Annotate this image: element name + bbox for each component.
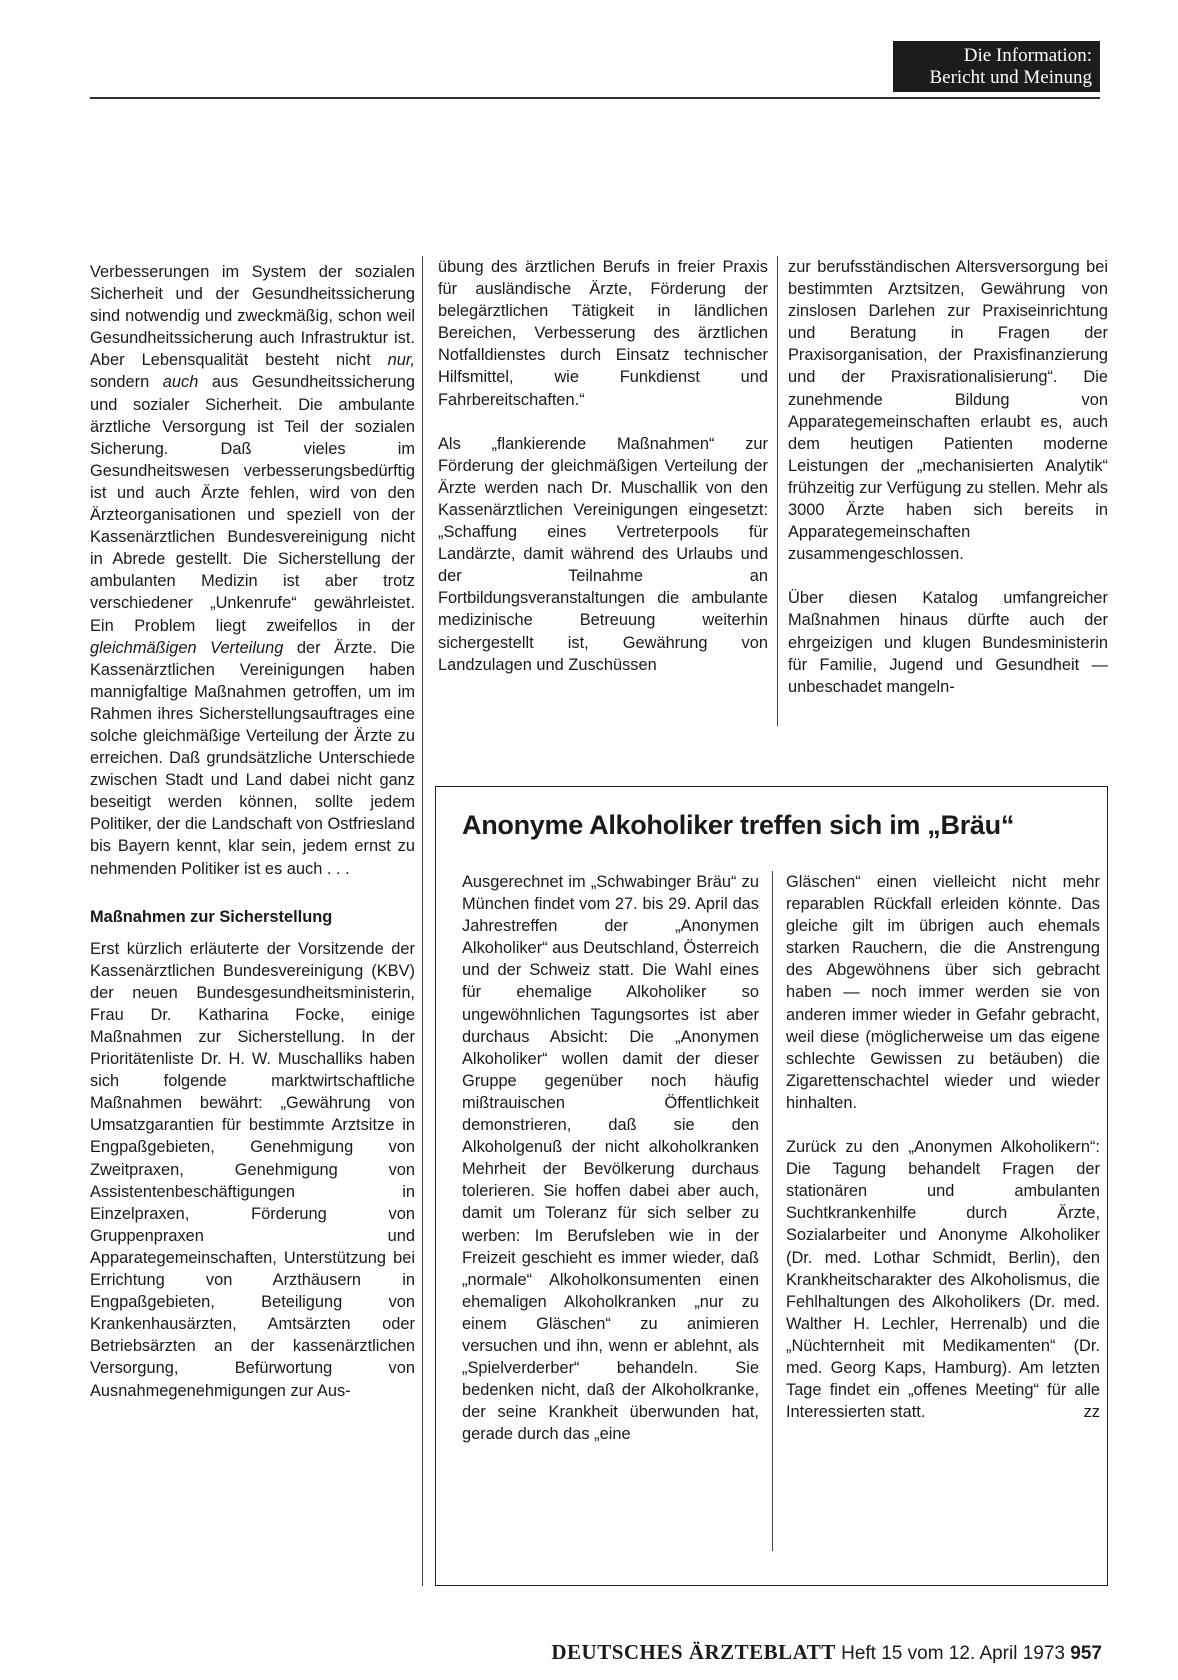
sidebar-paragraph: Zurück zu den „Anonymen Alkoholikern“: Die Tagung behandelt Fragen der stationären und ambulanten Suchtkrankenhilfe durch Ärzte, Sozialarbeiter und Anonyme Alkoholiker (Dr. med. Lothar Schmidt, Berlin), den Krankheitscharakter des Alkoholismus, die Fehlhaltungen des Alkoholikers (Dr. med. Walther H. Lechler, Herrenalb) und die „Nüchternheit mit Medikamenten“ (Dr. med. Georg Kaps, Hamburg). Am letzten Tage findet ein „offenes Meeting“ für alle Interessierten statt. zz (786, 1136, 1100, 1423)
sidebar-column-2 (786, 871, 1100, 1423)
issue-info: Heft 15 vom 12. April 1973 (841, 1643, 1066, 1664)
journal-name: DEUTSCHES ÄRZTEBLATT (551, 1640, 836, 1664)
column-divider (422, 256, 423, 1586)
sidebar-column-divider (772, 871, 773, 1551)
section-label (893, 41, 1100, 92)
sidebar-paragraph: Gläschen“ einen vielleicht nicht mehr reparablen Rückfall erleiden könnte. Das gleiche gilt im übrigen auch ehemals starken Rauchern, die die Anstrengung des Abgewöhnens über sich gebracht haben — noch immer werden sie von anderen immer wieder in Gefahr gebracht, weil diese (möglicherweise um das eigene schlechte Gewissen zu betäuben) die Zigarettenschachtel wieder und wieder hinhalten. (786, 873, 1100, 1112)
page-footer (490, 1640, 1102, 1665)
author-signature: zz (1083, 1403, 1100, 1422)
article-paragraph: Erst kürzlich erläuterte der Vorsitzende der Kassenärztlichen Bundesvereinigung (KBV) der neuen Bundesgesundheitsministerin, Frau Dr. Katharina Focke, einige Maßnahmen zur Sicherstellung. In der Prioritätenliste Dr. H. W. Muschalliks haben sich folgende marktwirtschaftliche Maßnahmen bewährt: „Gewährung von Umsatzgarantien für bestimmte Arztsitze in Engpaßgebieten, Genehmigung von Zweitpraxen, Genehmigung von Assistentenbeschäftigungen in Einzelpraxen, Förderung von Gruppenpraxen und Apparategemeinschaften, Unterstützung bei Errichtung von Arzthäusern in Engpaßgebieten, Beteiligung von Krankenhausärzten, Amtsärzten oder Betriebsärzten an der kassenärztlichen Versorgung, Befürwortung von Ausnahmegenehmigungen zur Aus- (90, 939, 415, 1400)
article-column-1 (90, 261, 415, 1402)
header-rule (90, 97, 1100, 99)
article-paragraph: zur berufsständischen Altersversorgung bei bestimmten Arztsitzen, Gewährung von zinslosen Darlehen zur Praxiseinrichtung und Beratung in Fragen der Praxisorganisation, der Praxisfinanzierung und der Praxisrationalisierung“. Die zunehmende Bildung von Apparategemeinschaften erlaubt es, auch dem heutigen Patienten moderne Leistungen der „mechanisierten Analytik“ frühzeitig zur Verfügung zu stellen. Mehr als 3000 Ärzte haben sich bereits in Apparategemeinschaften zusammengeschlossen. (788, 258, 1108, 564)
article-paragraph: Verbesserungen im System der sozialen Sicherheit und der Gesundheitssicherung sind notwendig und zweckmäßig, schon weil Gesundheitssicherung auch Infrastruktur ist. Aber Lebensqualität besteht nicht nur, sondern auch aus Gesundheitssicherung und sozialer Sicherheit. Die ambulante ärztliche Versorgung ist Teil der sozialen Sicherung. Daß vieles im Gesundheitswesen verbesserungsbedürftig ist und auch Ärzte fehlen, wird von den Ärzteorganisationen und speziell von der Kassenärztlichen Bundesvereinigung nicht in Abrede gestellt. Die Sicherstellung der ambulanten Medizin ist aber trotz verschiedener „Unkenrufe“ gewährleistet. Ein Problem liegt zweifellos in der gleichmäßigen Verteilung der Ärzte. Die Kassenärztlichen Vereinigungen haben mannigfaltige Maßnahmen getroffen, um im Rahmen ihres Sicherstellungsauftrages eine solche gleichmäßige Verteilung der Ärzte zu erreichen. Daß grundsätzliche Unterschiede zwischen Stadt und Land dabei nicht ganz beseitigt werden können, sollte jedem Politiker, der die Landschaft von Ostfriesland bis Bayern kennt, klar sein, jedem ernst zu nehmenden Politiker ist es auch . . . (90, 263, 415, 878)
sidebar-paragraph: Ausgerechnet im „Schwabinger Bräu“ zu München findet vom 27. bis 29. April das Jahrestreffen der „Anonymen Alkoholiker“ aus Deutschland, Österreich und der Schweiz statt. Die Wahl eines für ehemalige Alkoholiker so ungewöhnlichen Tagungsortes ist aber durchaus Absicht: Die „Anonymen Alkoholiker“ wollen damit der dieser Gruppe gegenüber noch häufig mißtrauischen Öffentlichkeit demonstrieren, daß sie den Alkoholgenuß der nicht alkoholkranken Mehrheit der Bevölkerung durchaus tolerieren. Sie hoffen dabei aber auch, damit um Toleranz für sich selber zu werben: Im Berufsleben wie in der Freizeit geschieht es immer wieder, daß „normale“ Alkoholkonsumenten einen ehemaligen Alkoholkranken „nur zu einem Gläschen“ zu animieren versuchen und ihn, wenn er ablehnt, als „Spielverderber“ behandeln. Sie bedenken nicht, daß der Alkoholkranke, der seine Krankheit überwunden hat, gerade durch das „eine (462, 873, 759, 1444)
article-paragraph: übung des ärztlichen Berufs in freier Praxis für ausländische Ärzte, Förderung der belegärztlichen Tätigkeit in ländlichen Bereichen, Verbesserung des ärztlichen Notfalldienstes durch Einsatz technischer Hilfsmittel, wie Funkdienst und Fahrbereitschaften.“ (438, 258, 768, 409)
column-divider (777, 256, 778, 726)
article-subheading: Maßnahmen zur Sicherstellung (90, 907, 333, 926)
article-column-3 (788, 256, 1108, 698)
section-label-line1: Die Information: (963, 45, 1092, 66)
page-number: 957 (1070, 1643, 1102, 1664)
article-paragraph: Über diesen Katalog umfangreicher Maßnahmen hinaus dürfte auch der ehrgeizigen und klugen Bundesministerin für Familie, Jugend und Gesundheit — unbeschadet mangeln- (788, 589, 1108, 696)
sidebar-column-1 (462, 871, 759, 1445)
section-label-line2: Bericht und Meinung (929, 67, 1092, 88)
article-paragraph: Als „flankierende Maßnahmen“ zur Förderung der gleichmäßigen Verteilung der Ärzte werden nach Dr. Muschallik von den Kassenärztlichen Vereinigungen eingesetzt: „Schaffung eines Vertreterpools für Landärzte, damit während des Urlaubs und der Teilnahme an Fortbildungsveranstaltungen die ambulante medizinische Betreuung weiterhin sichergestellt ist, Gewährung von Landzulagen und Zuschüssen (438, 434, 768, 674)
article-column-2 (438, 256, 768, 676)
sidebar-box-title: Anonyme Alkoholiker treffen sich im „Bräu“ (462, 810, 1015, 840)
